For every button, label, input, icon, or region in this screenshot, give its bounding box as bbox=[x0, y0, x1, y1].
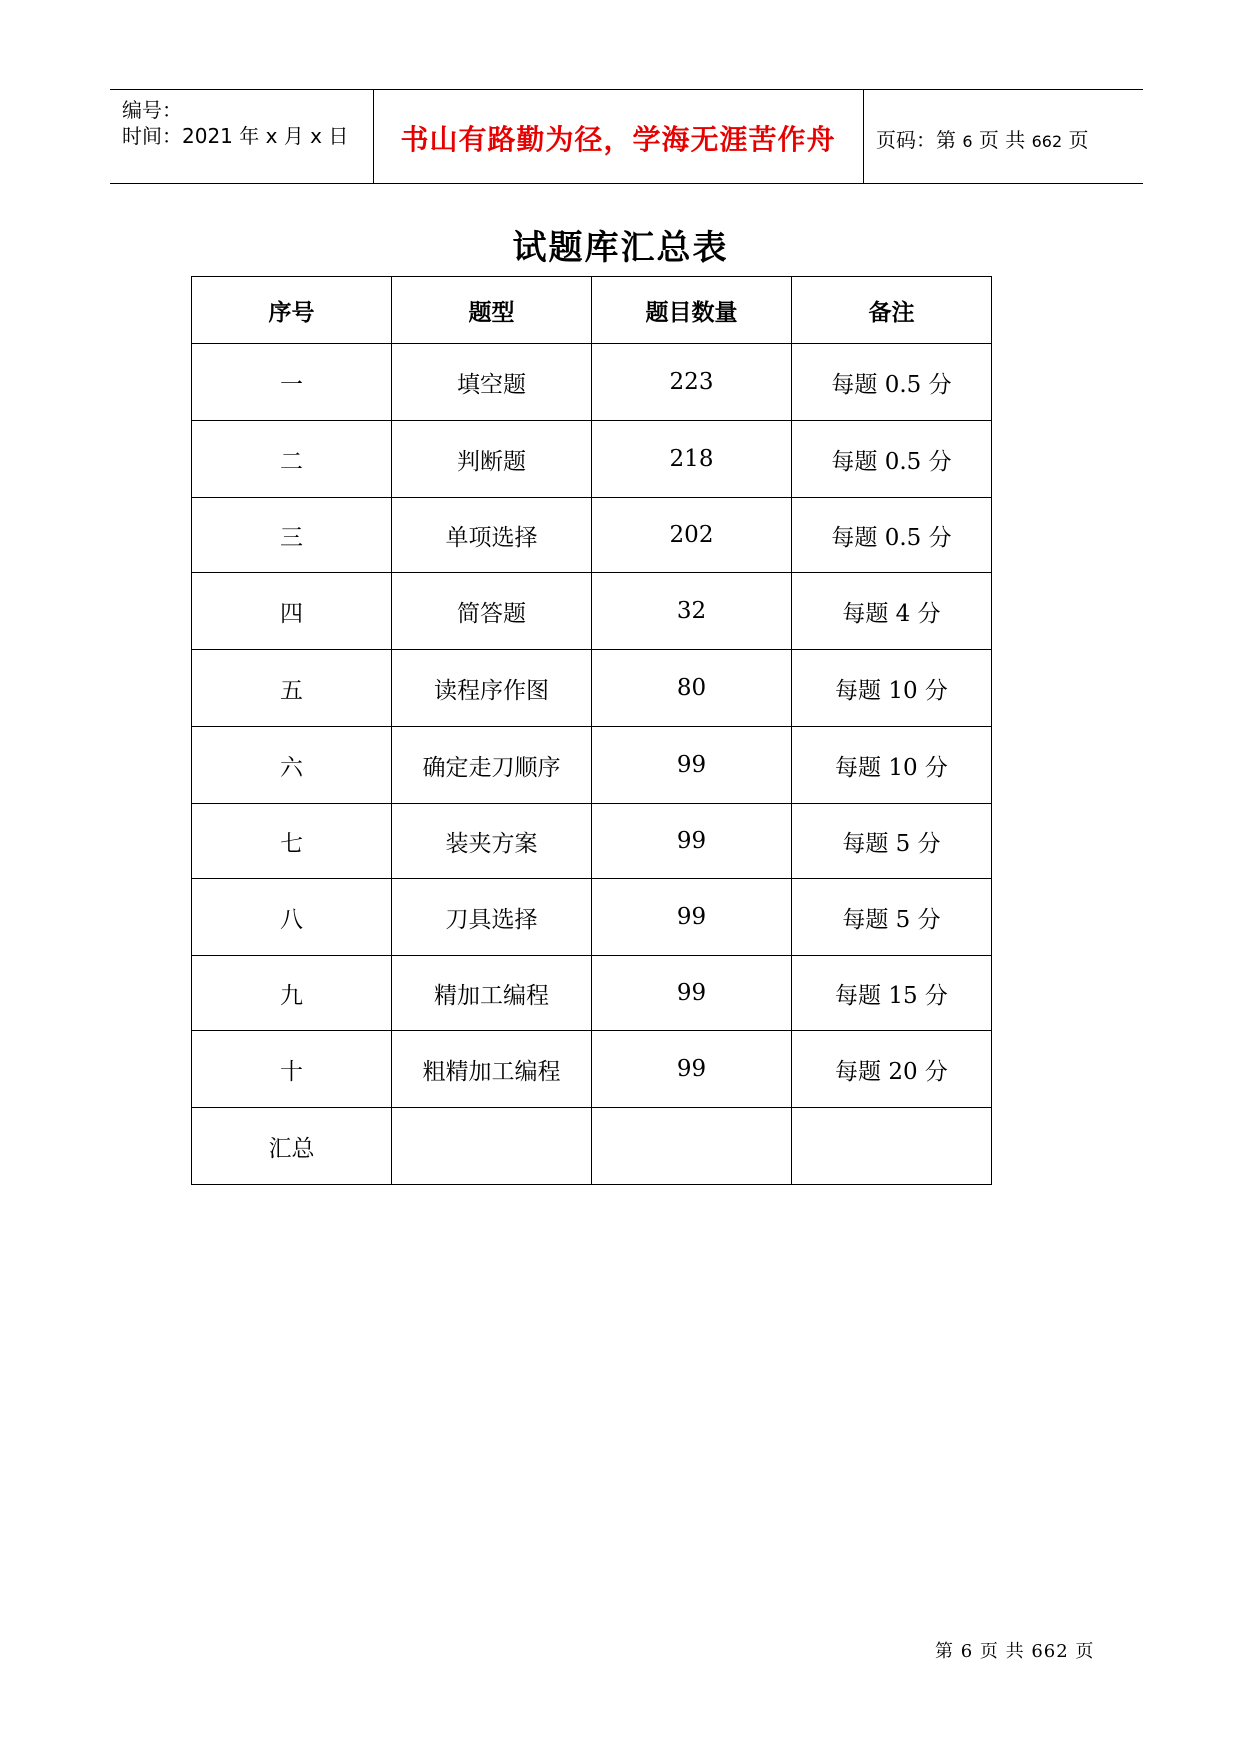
page-total: 662 bbox=[1031, 132, 1063, 151]
table-header-row bbox=[192, 277, 992, 344]
cell-note: 每题 20 分 bbox=[792, 1031, 992, 1108]
page-prefix: 页码：第 bbox=[876, 128, 956, 152]
cell-no: 三 bbox=[192, 498, 392, 573]
cell-note: 每题 4 分 bbox=[792, 573, 992, 650]
cell-no: 十 bbox=[192, 1031, 392, 1108]
table-row bbox=[192, 573, 992, 650]
column-header-count: 题目数量 bbox=[592, 277, 792, 344]
cell-no: 九 bbox=[192, 956, 392, 1031]
cell-count: 99 bbox=[592, 804, 792, 879]
time-label: 时间：2021 年 x 月 x 日 bbox=[122, 124, 349, 148]
page-mid: 页 共 bbox=[978, 128, 1026, 152]
column-header-type: 题型 bbox=[392, 277, 592, 344]
table-row bbox=[192, 650, 992, 727]
cell-no: 汇总 bbox=[192, 1108, 392, 1185]
column-header-no: 序号 bbox=[192, 277, 392, 344]
table-row bbox=[192, 498, 992, 573]
cell-note: 每题 5 分 bbox=[792, 879, 992, 956]
table-row bbox=[192, 1108, 992, 1185]
cell-count: 223 bbox=[592, 344, 792, 421]
table-row bbox=[192, 956, 992, 1031]
table-row bbox=[192, 421, 992, 498]
cell-count: 99 bbox=[592, 956, 792, 1031]
table-row bbox=[192, 727, 992, 804]
page-header bbox=[110, 89, 1143, 184]
page-number-label bbox=[876, 124, 1089, 153]
cell-note: 每题 5 分 bbox=[792, 804, 992, 879]
question-bank-table bbox=[191, 276, 992, 1185]
page-footer: 第 6 页 共 662 页 bbox=[935, 1641, 1095, 1662]
cell-type: 装夹方案 bbox=[392, 804, 592, 879]
cell-note: 每题 0.5 分 bbox=[792, 344, 992, 421]
cell-no: 五 bbox=[192, 650, 392, 727]
cell-type: 确定走刀顺序 bbox=[392, 727, 592, 804]
cell-count: 99 bbox=[592, 1031, 792, 1108]
cell-type: 简答题 bbox=[392, 573, 592, 650]
header-page-cell bbox=[864, 90, 1143, 183]
cell-count: 32 bbox=[592, 573, 792, 650]
cell-no: 四 bbox=[192, 573, 392, 650]
cell-type: 单项选择 bbox=[392, 498, 592, 573]
cell-type: 填空题 bbox=[392, 344, 592, 421]
table-row bbox=[192, 804, 992, 879]
cell-note: 每题 0.5 分 bbox=[792, 498, 992, 573]
cell-note bbox=[792, 1108, 992, 1185]
cell-no: 一 bbox=[192, 344, 392, 421]
cell-note: 每题 10 分 bbox=[792, 727, 992, 804]
page-suffix: 页 bbox=[1068, 128, 1089, 152]
motto-text: 书山有路勤为径，学海无涯苦作舟 bbox=[400, 123, 836, 156]
cell-type bbox=[392, 1108, 592, 1185]
page-current: 6 bbox=[962, 132, 973, 151]
column-header-note: 备注 bbox=[792, 277, 992, 344]
cell-count: 99 bbox=[592, 879, 792, 956]
cell-count: 218 bbox=[592, 421, 792, 498]
cell-count: 99 bbox=[592, 727, 792, 804]
cell-note: 每题 0.5 分 bbox=[792, 421, 992, 498]
cell-count: 202 bbox=[592, 498, 792, 573]
cell-no: 六 bbox=[192, 727, 392, 804]
header-motto-cell bbox=[373, 90, 864, 183]
cell-count: 80 bbox=[592, 650, 792, 727]
cell-no: 二 bbox=[192, 421, 392, 498]
cell-no: 八 bbox=[192, 879, 392, 956]
table-row bbox=[192, 879, 992, 956]
code-label: 编号： bbox=[122, 98, 182, 122]
cell-note: 每题 15 分 bbox=[792, 956, 992, 1031]
cell-type: 刀具选择 bbox=[392, 879, 592, 956]
cell-note: 每题 10 分 bbox=[792, 650, 992, 727]
cell-type: 精加工编程 bbox=[392, 956, 592, 1031]
cell-count bbox=[592, 1108, 792, 1185]
cell-type: 判断题 bbox=[392, 421, 592, 498]
cell-type: 粗精加工编程 bbox=[392, 1031, 592, 1108]
header-left-cell bbox=[110, 90, 374, 183]
table-row bbox=[192, 1031, 992, 1108]
cell-no: 七 bbox=[192, 804, 392, 879]
document-title: 试题库汇总表 bbox=[512, 228, 729, 268]
cell-type: 读程序作图 bbox=[392, 650, 592, 727]
table-row bbox=[192, 344, 992, 421]
